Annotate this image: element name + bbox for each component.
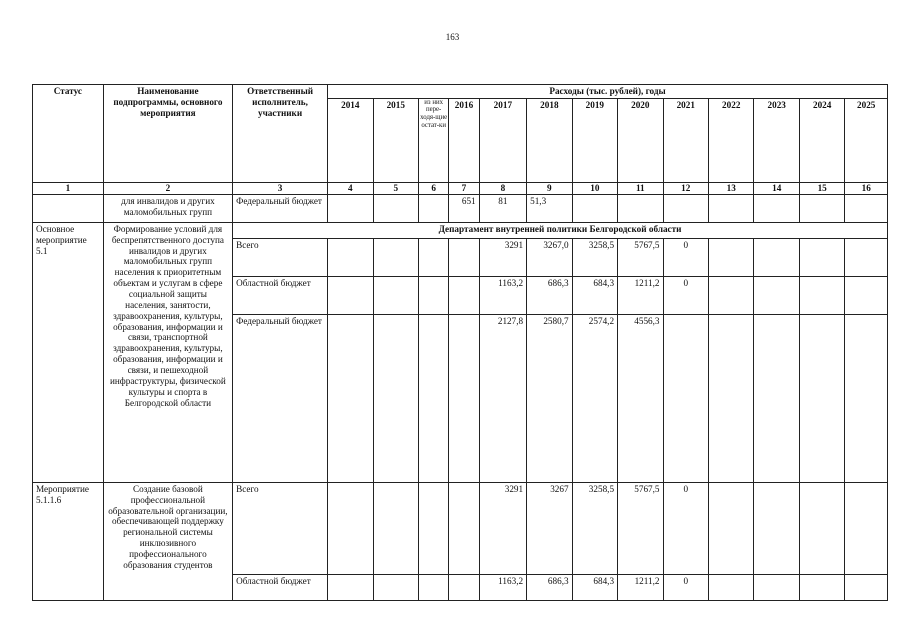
table-row <box>33 194 888 222</box>
budget-table <box>32 84 888 601</box>
value-cell <box>419 238 449 276</box>
value-cell: 0 <box>663 238 708 276</box>
status-cell <box>33 194 104 222</box>
value-cell <box>373 574 418 600</box>
value-cell <box>449 276 479 314</box>
value-cell <box>449 482 479 574</box>
value-cell: 1163,2 <box>479 574 526 600</box>
column-numbers-row <box>33 182 888 194</box>
value-cell: 684,3 <box>572 276 617 314</box>
value-cell <box>419 574 449 600</box>
value-cell <box>663 314 708 482</box>
department-row <box>33 222 888 238</box>
value-cell <box>419 314 449 482</box>
value-cell <box>373 276 418 314</box>
column-number: 3 <box>233 182 328 194</box>
value-cell: 81 <box>479 194 526 222</box>
column-number: 16 <box>845 182 888 194</box>
value-cell <box>799 314 844 482</box>
value-cell <box>799 238 844 276</box>
year-header: 2022 <box>708 98 753 182</box>
responsible-cell: Областной бюджет <box>233 574 328 600</box>
value-cell <box>328 276 373 314</box>
value-cell <box>708 194 753 222</box>
value-cell: 3267 <box>527 482 572 574</box>
expenses-header: Расходы (тыс. рублей), годы <box>328 85 888 99</box>
value-cell <box>449 238 479 276</box>
status-header: Статус <box>33 85 104 183</box>
value-cell <box>845 482 888 574</box>
value-cell <box>754 482 799 574</box>
column-number: 4 <box>328 182 373 194</box>
value-cell <box>754 276 799 314</box>
value-cell <box>845 276 888 314</box>
column-number: 5 <box>373 182 418 194</box>
column-number: 1 <box>33 182 104 194</box>
year-header: 2023 <box>754 98 799 182</box>
value-cell: 2127,8 <box>479 314 526 482</box>
status-cell: Основное мероприятие 5.1 <box>33 222 104 482</box>
table-row <box>33 482 888 574</box>
value-cell <box>449 574 479 600</box>
year-header: 2016 <box>449 98 479 182</box>
value-cell <box>419 194 449 222</box>
value-cell: 4556,3 <box>618 314 663 482</box>
year-header: 2014 <box>328 98 373 182</box>
value-cell <box>708 574 753 600</box>
carryover-header: из них пере-ходя-щие остат-ки <box>419 98 449 182</box>
value-cell <box>328 314 373 482</box>
value-cell <box>373 314 418 482</box>
name-cell: Формирование условий для беспрепятственного доступа инвалидов и других маломобильных групп населения к приоритетным объектам и услугам в сфере социальной защиты населения, занятости, здравоохранения, культуры, образования, информации и связи, транспортной здравоохранения, культуры, образования, информации и связи, и пешеходной инфраструктуры, физической культуры и спорта в Белгородской области <box>103 222 232 482</box>
value-cell: 3258,5 <box>572 482 617 574</box>
value-cell: 5767,5 <box>618 482 663 574</box>
value-cell <box>663 194 708 222</box>
value-cell: 1211,2 <box>618 276 663 314</box>
value-cell <box>328 194 373 222</box>
value-cell <box>708 276 753 314</box>
name-header: Наименование подпрограммы, основного мероприятия <box>103 85 232 183</box>
column-number: 12 <box>663 182 708 194</box>
responsible-cell: Областной бюджет <box>233 276 328 314</box>
value-cell <box>449 314 479 482</box>
value-cell <box>754 238 799 276</box>
column-number: 13 <box>708 182 753 194</box>
column-number: 10 <box>572 182 617 194</box>
value-cell <box>373 482 418 574</box>
value-cell <box>328 574 373 600</box>
value-cell: 51,3 <box>527 194 572 222</box>
column-number: 11 <box>618 182 663 194</box>
value-cell <box>845 314 888 482</box>
column-number: 2 <box>103 182 232 194</box>
value-cell <box>845 194 888 222</box>
responsible-cell: Всего <box>233 482 328 574</box>
value-cell: 684,3 <box>572 574 617 600</box>
value-cell: 3258,5 <box>572 238 617 276</box>
year-header: 2018 <box>527 98 572 182</box>
year-header: 2025 <box>845 98 888 182</box>
value-cell <box>618 194 663 222</box>
value-cell: 1211,2 <box>618 574 663 600</box>
page-number: 163 <box>445 32 460 42</box>
value-cell <box>419 482 449 574</box>
value-cell <box>845 238 888 276</box>
value-cell: 0 <box>663 574 708 600</box>
name-cell: для инвалидов и других маломобильных групп <box>103 194 232 222</box>
year-header: 2020 <box>618 98 663 182</box>
value-cell <box>799 194 844 222</box>
value-cell <box>328 482 373 574</box>
value-cell: 3267,0 <box>527 238 572 276</box>
value-cell <box>708 238 753 276</box>
value-cell: 0 <box>663 482 708 574</box>
value-cell: 1163,2 <box>479 276 526 314</box>
year-header: 2024 <box>799 98 844 182</box>
value-cell <box>708 314 753 482</box>
year-header: 2019 <box>572 98 617 182</box>
responsible-cell: Федеральный бюджет <box>233 194 328 222</box>
value-cell <box>754 314 799 482</box>
column-number: 8 <box>479 182 526 194</box>
responsible-header: Ответственный исполнитель, участники <box>233 85 328 183</box>
value-cell <box>373 194 418 222</box>
status-cell: Мероприятие 5.1.1.6 <box>33 482 104 600</box>
column-number: 9 <box>527 182 572 194</box>
value-cell: 651 <box>449 194 479 222</box>
value-cell <box>799 482 844 574</box>
value-cell: 686,3 <box>527 276 572 314</box>
value-cell <box>328 238 373 276</box>
value-cell <box>708 482 753 574</box>
department-cell: Департамент внутренней политики Белгородской области <box>233 222 888 238</box>
value-cell: 686,3 <box>527 574 572 600</box>
responsible-cell: Федеральный бюджет <box>233 314 328 482</box>
value-cell <box>419 276 449 314</box>
value-cell: 2580,7 <box>527 314 572 482</box>
column-number: 7 <box>449 182 479 194</box>
year-header: 2015 <box>373 98 418 182</box>
value-cell <box>799 574 844 600</box>
column-number: 14 <box>754 182 799 194</box>
column-number: 6 <box>419 182 449 194</box>
value-cell <box>754 574 799 600</box>
value-cell <box>754 194 799 222</box>
value-cell <box>845 574 888 600</box>
value-cell <box>799 276 844 314</box>
column-number: 15 <box>799 182 844 194</box>
value-cell <box>373 238 418 276</box>
value-cell <box>572 194 617 222</box>
value-cell: 5767,5 <box>618 238 663 276</box>
responsible-cell: Всего <box>233 238 328 276</box>
name-cell: Создание базовой профессиональной образовательной организации, обеспечивающей поддержку региональной системы инклюзивного профессионального образования студентов <box>103 482 232 600</box>
value-cell: 0 <box>663 276 708 314</box>
value-cell: 3291 <box>479 238 526 276</box>
header-row <box>33 85 888 99</box>
value-cell: 3291 <box>479 482 526 574</box>
year-header: 2017 <box>479 98 526 182</box>
value-cell: 2574,2 <box>572 314 617 482</box>
year-header: 2021 <box>663 98 708 182</box>
